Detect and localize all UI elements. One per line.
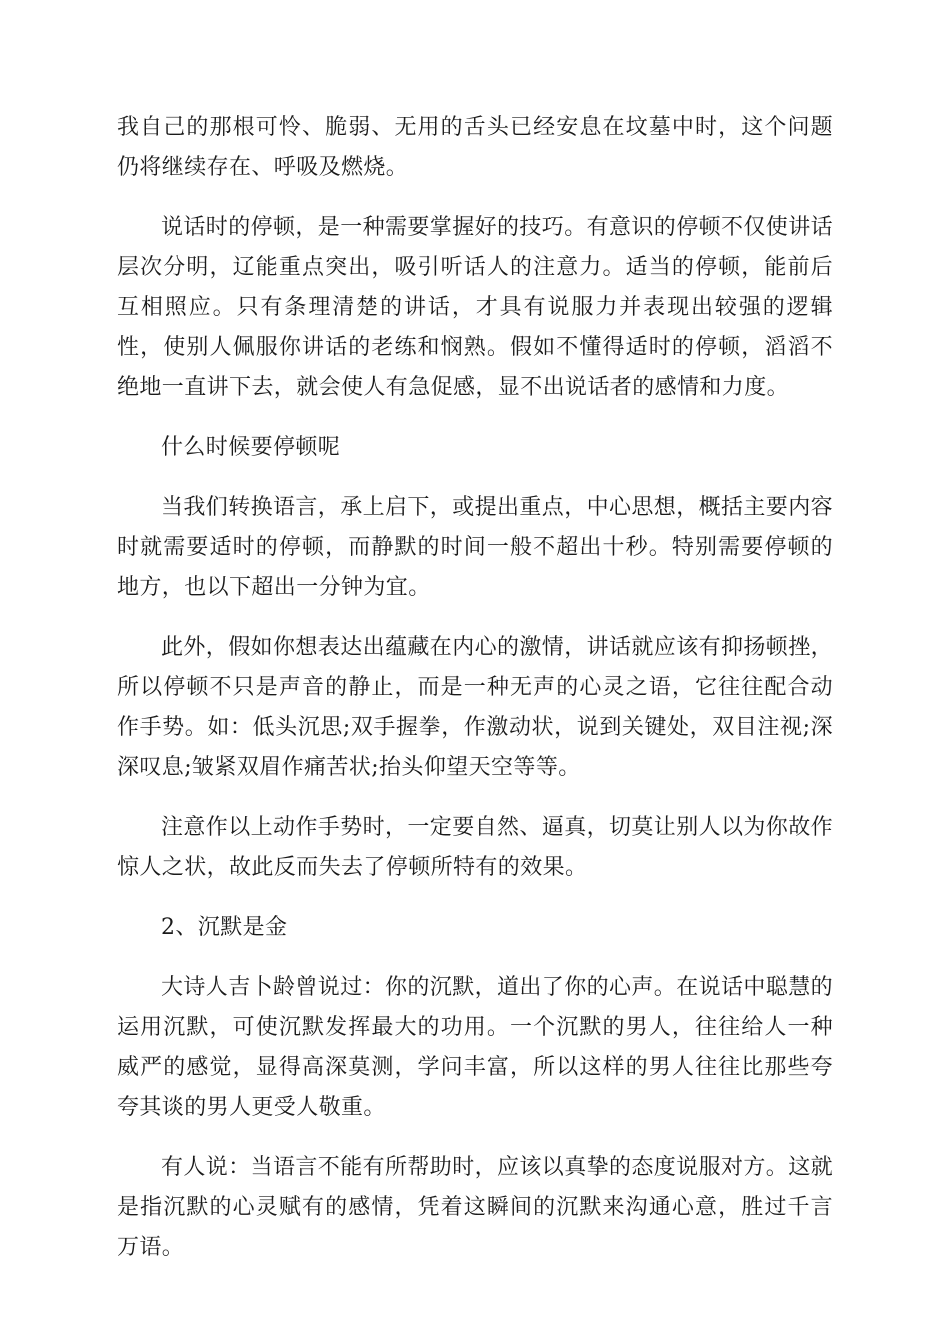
paragraph-when-to-pause: 什么时候要停顿呢: [161, 435, 341, 460]
paragraph-kipling-silence: 大诗人吉卜龄曾说过：你的沉默，道出了你的心声。在说话中聪慧的运用沉默，可使沉默发挥最大的功用。一个沉默的男人，往往给人一种威严的感觉，显得高深莫测，学问丰富，所以这样的男人往往比那些夸夸其谈的男人更受人敬重。: [117, 975, 834, 1120]
paragraph-transition-pause: 当我们转换语言，承上启下，或提出重点，中心思想，概括主要内容时就需要适时的停顿，而静默的时间一般不超出十秒。特别需要停顿的地方，也以下超出一分钟为宜。: [117, 495, 834, 600]
paragraph-sincere-silence: 有人说：当语言不能有所帮助时，应该以真挚的态度说服对方。这就是指沉默的心灵赋有的感情，凭着这瞬间的沉默来沟通心意，胜过千言万语。: [117, 1155, 834, 1260]
paragraph-pause-technique: 说话时的停顿，是一种需要掌握好的技巧。有意识的停顿不仅使讲话层次分明，辽能重点突出，吸引听话人的注意力。适当的停顿，能前后互相照应。只有条理清楚的讲话，才具有说服力并表现出较强的逻辑性，使别人佩服你讲话的老练和悯熟。假如不懂得适时的停顿，滔滔不绝地一直讲下去，就会使人有急促感，显不出说话者的感情和力度。: [117, 215, 834, 400]
paragraph-continuation: 我自己的那根可怜、脆弱、无用的舌头已经安息在坟墓中时，这个问题仍将继续存在、呼吸及燃烧。: [117, 115, 833, 180]
document-page: [117, 108, 833, 1288]
paragraph-emotion-gestures: 此外，假如你想表达出蕴藏在内心的激情，讲话就应该有抑扬顿挫，所以停顿不只是声音的静止，而是一种无声的心灵之语，它往往配合动作手势。如：低头沉思;双手握拳，作激动状，说到关键处，双目注视;深深叹息;皱紧双眉作痛苦状;抬头仰望天空等等。: [117, 635, 834, 780]
section-heading-silence: 2、沉默是金: [161, 915, 288, 940]
paragraph-natural-gestures: 注意作以上动作手势时，一定要自然、逼真，切莫让别人以为你故作惊人之状，故此反而失去了停顿所特有的效果。: [117, 815, 834, 880]
